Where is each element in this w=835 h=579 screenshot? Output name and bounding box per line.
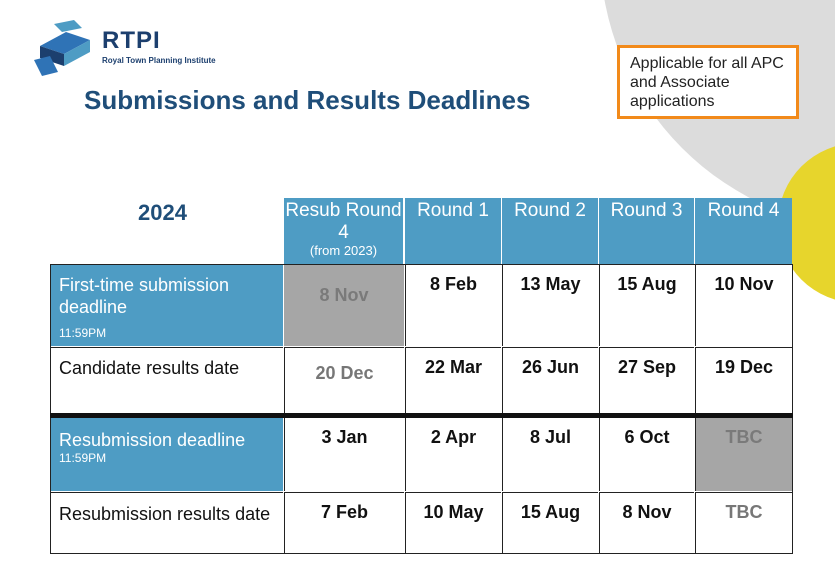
table-cell: 27 Sep xyxy=(599,347,694,413)
table-cell: 20 Dec xyxy=(284,347,404,413)
table-cell: 8 Nov xyxy=(599,492,694,553)
table-cell: 13 May xyxy=(502,265,598,346)
table-cell: 2 Apr xyxy=(405,418,501,491)
rtpi-logo-icon xyxy=(30,20,98,78)
table-cell: TBC xyxy=(695,492,792,553)
table-cell: 6 Oct xyxy=(599,418,694,491)
table-cell: TBC xyxy=(695,418,792,491)
column-header-round-4: Round 4 xyxy=(695,198,792,264)
logo-subtitle: Royal Town Planning Institute xyxy=(102,56,216,65)
table-cell: 8 Nov xyxy=(284,265,404,346)
page-title: Submissions and Results Deadlines xyxy=(84,85,531,115)
column-header-round-1: Round 1 xyxy=(405,198,502,264)
row-header-resubmission-results: Resubmission results date xyxy=(51,492,283,553)
row-header-candidate-results: Candidate results date xyxy=(51,347,283,413)
table-cell: 8 Feb xyxy=(405,265,501,346)
row-label: First-time submission deadline xyxy=(59,275,230,317)
column-header-sub: (from 2023) xyxy=(309,243,378,258)
column-header-round-3: Round 3 xyxy=(599,198,695,264)
table-cell: 10 May xyxy=(405,492,501,553)
applicability-note: Applicable for all APC and Associate applications xyxy=(617,45,799,119)
row-header-resubmission-deadline xyxy=(51,418,283,491)
table-cell: 7 Feb xyxy=(284,492,404,553)
logo-name: RTPI xyxy=(102,27,161,54)
table-cell: 15 Aug xyxy=(502,492,598,553)
table-cell: 19 Dec xyxy=(695,347,792,413)
table-cell: 15 Aug xyxy=(599,265,694,346)
table-cell: 22 Mar xyxy=(405,347,501,413)
year-label: 2024 xyxy=(138,200,187,225)
table-cell: 8 Jul xyxy=(502,418,598,491)
rtpi-logo xyxy=(30,20,230,80)
column-header-label: Resub Round 4 xyxy=(285,200,402,243)
column-header-round-2: Round 2 xyxy=(502,198,599,264)
row-header-first-time-submission xyxy=(51,265,283,346)
row-label: Resubmission deadline xyxy=(59,430,246,450)
table-cell: 3 Jan xyxy=(284,418,404,491)
row-time: 11:59PM xyxy=(59,451,107,465)
table-cell: 26 Jun xyxy=(502,347,598,413)
row-time: 11:59PM xyxy=(59,326,107,340)
table-cell: 10 Nov xyxy=(695,265,792,346)
column-header-resub-round-4 xyxy=(284,198,404,264)
